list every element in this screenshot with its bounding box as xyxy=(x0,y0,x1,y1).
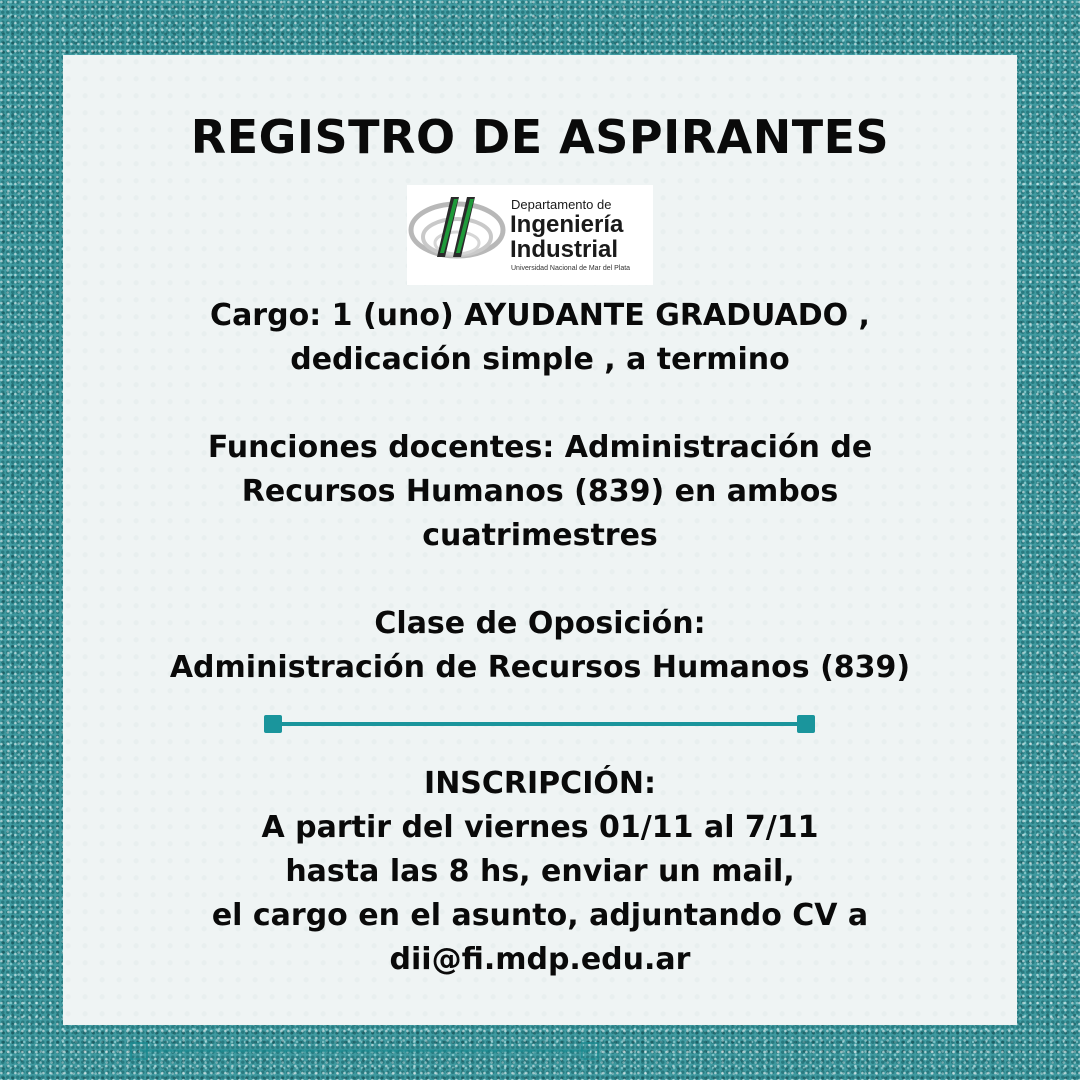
inscripcion-line-dates: A partir del viernes 01/11 al 7/11 xyxy=(261,810,819,845)
clase-line-2: Administración de Recursos Humanos (839) xyxy=(169,650,911,685)
funciones-section xyxy=(0,426,1080,558)
cargo-line-1: Cargo: 1 (uno) AYUDANTE GRADUADO , xyxy=(210,298,870,333)
inscripcion-heading: INSCRIPCIÓN: xyxy=(424,766,656,801)
contact-email[interactable]: dii@fi.mdp.edu.ar xyxy=(389,942,691,977)
clase-section xyxy=(0,602,1080,690)
cargo-section xyxy=(0,294,1080,382)
logo-line-industrial: Industrial xyxy=(510,236,619,263)
department-logo xyxy=(407,185,653,285)
inscripcion-line-deadline: hasta las 8 hs, enviar un mail, xyxy=(285,854,795,889)
funciones-line-1: Funciones docentes: Administración de xyxy=(207,430,873,465)
cargo-line-2: dedicación simple , a termino xyxy=(290,342,790,377)
logo-emblem-icon xyxy=(407,185,507,285)
funciones-line-2: Recursos Humanos (839) en ambos xyxy=(241,474,839,509)
inscripcion-line-instructions: el cargo en el asunto, adjuntando CV a xyxy=(211,898,869,933)
page-title: REGISTRO DE ASPIRANTES xyxy=(190,110,890,164)
logo-line-ingenieria: Ingeniería xyxy=(510,211,624,238)
logo-line-university: Universidad Nacional de Mar del Plata xyxy=(511,265,631,272)
clase-line-1: Clase de Oposición: xyxy=(374,606,706,641)
inscripcion-section xyxy=(0,762,1080,982)
logo-line-department: Departamento de xyxy=(511,197,612,212)
funciones-line-3: cuatrimestres xyxy=(422,518,658,553)
